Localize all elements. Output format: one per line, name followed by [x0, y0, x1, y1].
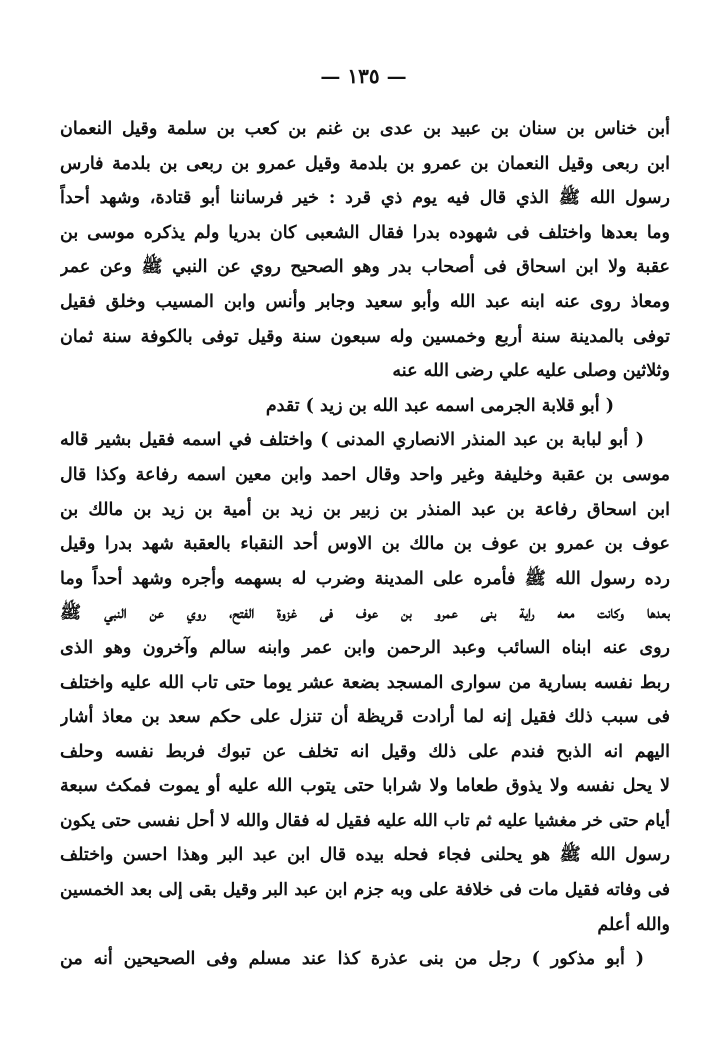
text-line: رسول الله ﷺ الذي قال فيه يوم ذي قرد : خير فرساننا أبو قتادة، وشهد أحداً [60, 188, 670, 209]
entry-heading-line: ( أبو مذكور ) رجل من بنى عذرة كذا عند مسلم وفى الصحيحين أنه من [60, 949, 644, 970]
text-line: عقبة ولا ابن اسحاق فى أصحاب بدر وهو الصحيح روي عن النبي ﷺ وعن عمر [60, 257, 670, 278]
entry-heading-line: ( أبو لبابة بن عبد المنذر الانصاري المدنى ) واختلف في اسمه فقيل بشير قاله [60, 430, 644, 451]
text-line: عوف بن عمرو بن عوف بن مالك بن الاوس أحد النقباء بالعقبة شهد بدرا وقيل [60, 534, 670, 555]
page-number: — ١٣٥ — [320, 64, 407, 88]
text-line: وثلاثين وصلى عليه علي رضى الله عنه [392, 361, 670, 382]
text-line: رسول الله ﷺ هو يحلنى فجاء فحله بيده قال ابن عبد البر وهذا احسن واختلف [60, 845, 670, 866]
text-line: وما بعدها واختلف فى شهوده بدرا فقال الشعبى كان بدريا ولم يذكره موسى بن [60, 222, 670, 243]
text-line: ابن ربعى وقيل النعمان بن عمرو بن بلدمة وقيل عمرو بن ربعى بن بلدمة فارس [60, 153, 670, 174]
text-line: ابن اسحاق رفاعة بن عبد المنذر بن زبير بن زيد بن أمية بن زيد بن مالك بن [60, 499, 670, 520]
text-line: موسى بن عقبة وخليفة وغير واحد وقال احمد وابن معين اسمه رفاعة وكذا قال [60, 464, 670, 485]
text-line: والله أعلم [597, 914, 670, 935]
text-line: روى عنه ابناه السائب وعبد الرحمن وابن عمر وابنه سالم وآخرون وهو الذى [60, 637, 670, 658]
text-line: لا يحل نفسه ولا يذوق طعاما ولا شرابا حتى يتوب الله عليه أو يموت فمكث سبعة [60, 776, 670, 797]
body-text [60, 112, 670, 977]
text-line: توفى بالمدينة سنة أربع وخمسين وله سبعون سنة وقيل توفى بالكوفة سنة ثمان [60, 326, 670, 347]
text-line: اليهم انه الذبح فندم على ذلك وقيل انه تخلف عن تبوك فربط نفسه وحلف [60, 741, 670, 762]
text-line: أيام حتى خر مغشيا عليه ثم تاب الله عليه فقيل له فقال والله لا أحل نفسى حتى يكون [60, 810, 670, 831]
text-line: بعدها وكانت معه راية بنى عمرو بن عوف فى غزوة الفتح، روي عن النبي ﷺ [60, 603, 670, 624]
text-line: رده رسول الله ﷺ فأمره على المدينة وضرب له بسهمه وأجره وشهد أحداً وما [60, 568, 670, 589]
text-line: فى سبب ذلك فقيل إنه لما أرادت قريظة أن تنزل على حكم سعد بن معاذ أشار [60, 707, 670, 728]
text-line: أبن خناس بن سنان بن عبيد بن عدى بن غنم بن كعب بن سلمة وقيل النعمان [60, 119, 670, 139]
entry-heading-line: ( أبو قلابة الجرمى اسمه عبد الله بن زيد ) تقدم [265, 395, 614, 416]
text-line: فى وفاته فقيل مات فى خلافة على وبه جزم ابن عبد البر وقيل بقى إلى بعد الخمسين [60, 880, 670, 901]
text-line: ومعاذ روى عنه ابنه عبد الله وأبو سعيد وجابر وأنس وابن المسيب وخلق فقيل [60, 291, 670, 312]
text-line: ربط نفسه بسارية من سوارى المسجد بضعة عشر يوما حتى تاب الله عليه واختلف [60, 672, 670, 693]
